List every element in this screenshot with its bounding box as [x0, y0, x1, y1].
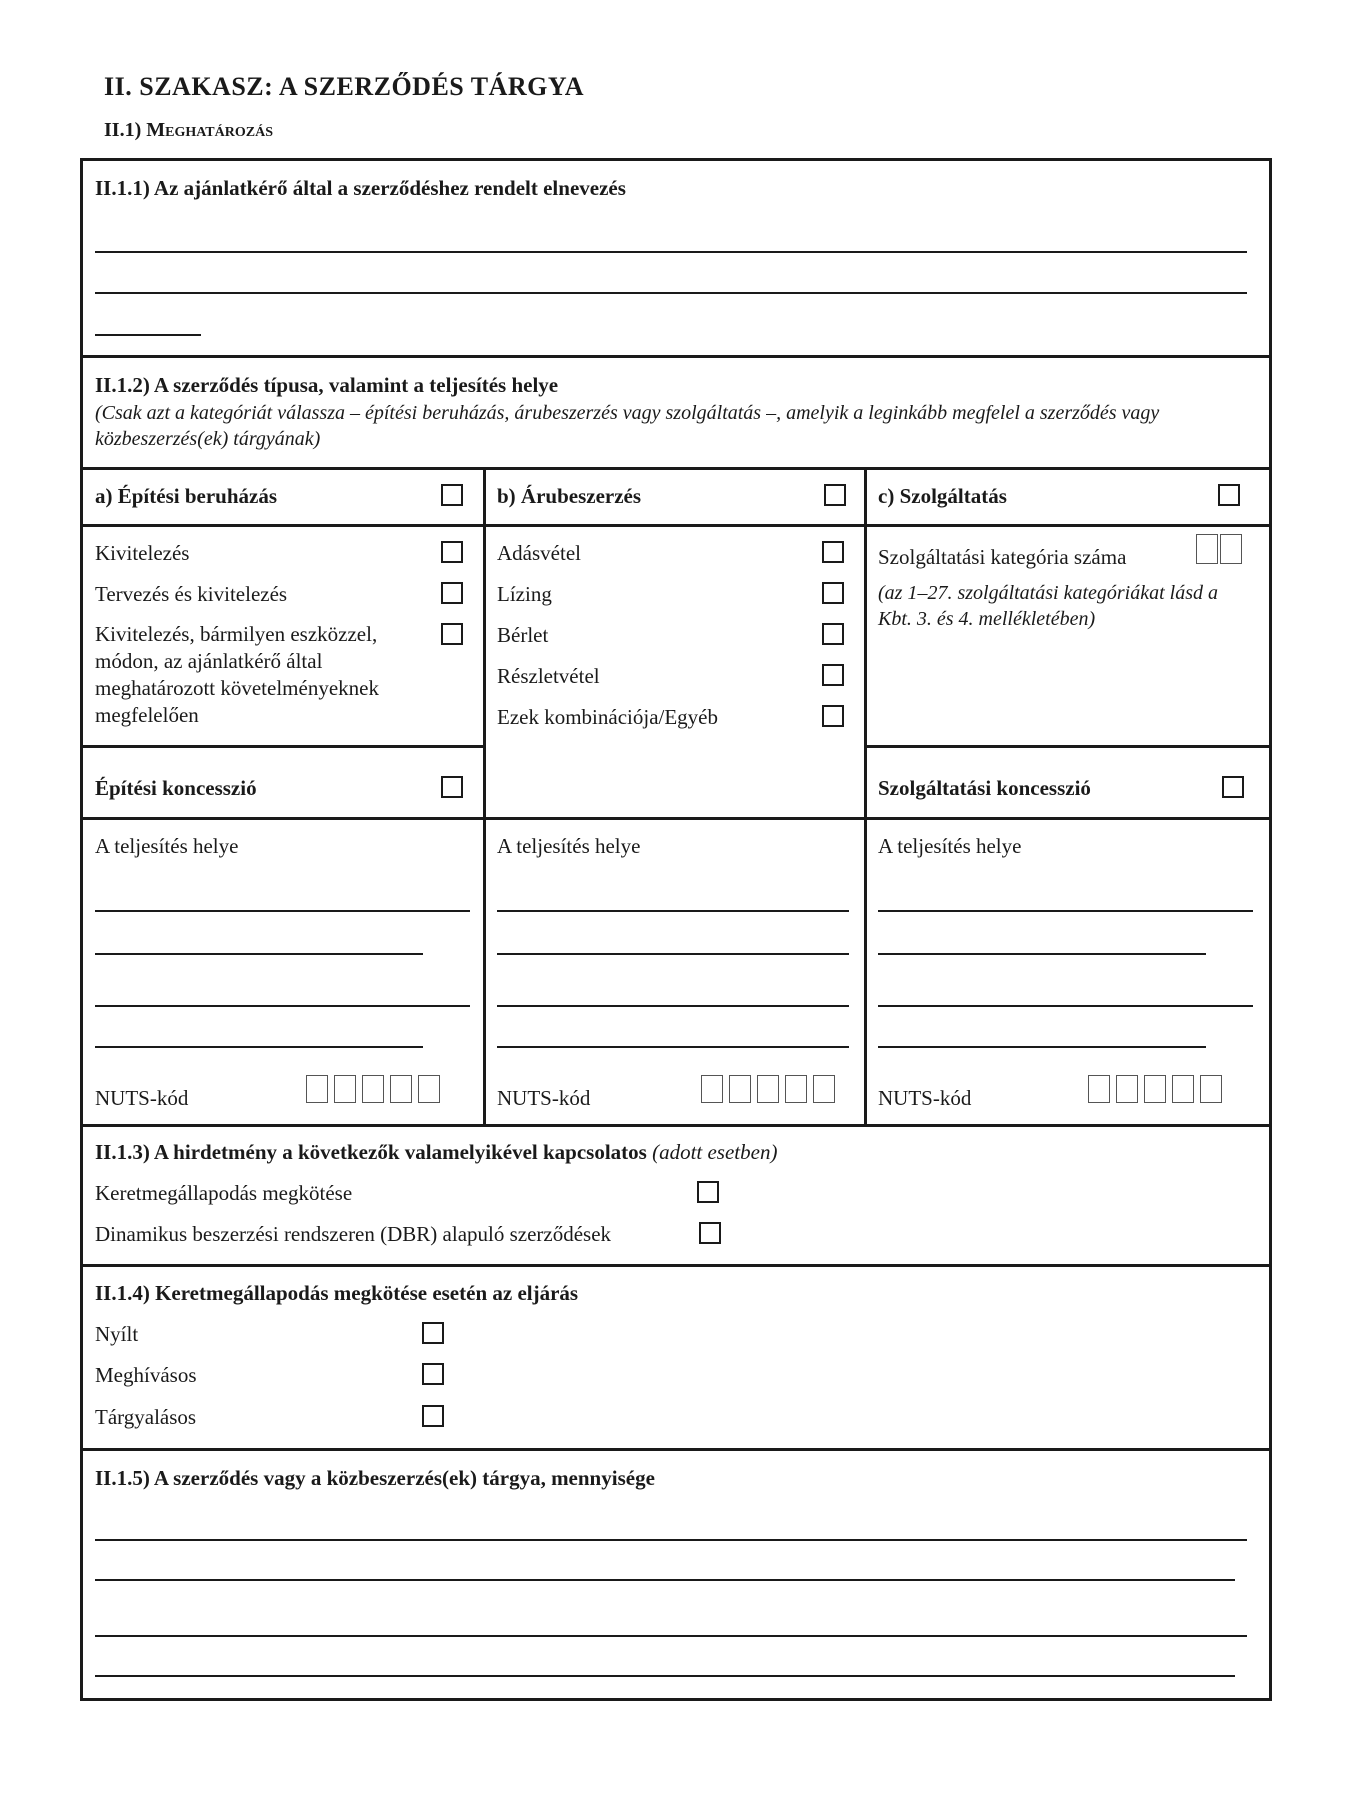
- place-label-c: A teljesítés helye: [878, 834, 1022, 858]
- nuts-cell[interactable]: [418, 1075, 440, 1103]
- col-a-item: Kivitelezés: [95, 541, 190, 565]
- separator: [80, 355, 1272, 358]
- s113-title-row: [95, 1140, 777, 1165]
- nuts-label-b: NUTS-kód: [497, 1086, 591, 1110]
- s111-title: II.1.1) Az ajánlatkérő által a szerződéshez rendelt elnevezés: [95, 176, 626, 200]
- nuts-cell[interactable]: [362, 1075, 384, 1103]
- nuts-cell[interactable]: [1172, 1075, 1194, 1103]
- col-b-header: b) Árubeszerzés: [497, 484, 642, 508]
- category-cell[interactable]: [1220, 534, 1242, 564]
- answer-line[interactable]: [497, 910, 849, 912]
- place-label-b: A teljesítés helye: [497, 834, 641, 858]
- nuts-cell[interactable]: [1088, 1075, 1110, 1103]
- col-b-item: Részletvétel: [497, 664, 600, 688]
- nuts-label-c: NUTS-kód: [878, 1086, 972, 1110]
- answer-line[interactable]: [878, 953, 1206, 955]
- col-c-category-note: (az 1–27. szolgáltatási kategóriákat lásd a Kbt. 3. és 4. mellékletében): [878, 582, 1218, 630]
- col-c-checkbox[interactable]: [1218, 484, 1240, 506]
- column-divider: [483, 467, 486, 1126]
- s112-note: (Csak azt a kategóriát válassza – építési beruházás, árubeszerzés vagy szolgáltatás –, amelyik a leginkább megfelel a szerződés vagy közbeszerzés(ek) tárgyának): [95, 402, 1160, 450]
- place-label-a: A teljesítés helye: [95, 834, 239, 858]
- column-divider: [864, 467, 867, 1126]
- answer-line[interactable]: [95, 1579, 1235, 1581]
- nuts-label-a: NUTS-kód: [95, 1086, 189, 1110]
- answer-line[interactable]: [95, 334, 201, 336]
- nuts-cell[interactable]: [729, 1075, 751, 1103]
- answer-line[interactable]: [878, 910, 1253, 912]
- nuts-cell[interactable]: [1200, 1075, 1222, 1103]
- separator: [80, 745, 484, 748]
- answer-line[interactable]: [95, 251, 1247, 253]
- s115-title: II.1.5) A szerződés vagy a közbeszerzés(ek) tárgya, mennyisége: [95, 1466, 655, 1490]
- section-title: II. SZAKASZ: A SZERZŐDÉS TÁRGYA: [104, 72, 585, 101]
- s114-item: Nyílt: [95, 1322, 139, 1346]
- s113-title-note: (adott esetben): [652, 1140, 778, 1164]
- category-cell[interactable]: [1196, 534, 1218, 564]
- col-b-item-checkbox[interactable]: [822, 623, 844, 645]
- construction-concession-checkbox[interactable]: [441, 776, 463, 798]
- separator: [80, 467, 1272, 470]
- col-b-item: Lízing: [497, 582, 552, 606]
- col-a-header: a) Építési beruházás: [95, 484, 278, 508]
- s113-item: Dinamikus beszerzési rendszeren (DBR) alapuló szerződések: [95, 1222, 612, 1246]
- s114-item-checkbox[interactable]: [422, 1405, 444, 1427]
- separator: [80, 1448, 1272, 1451]
- nuts-cell[interactable]: [1144, 1075, 1166, 1103]
- col-a-item-checkbox[interactable]: [441, 582, 463, 604]
- col-b-item-checkbox[interactable]: [822, 541, 844, 563]
- nuts-cell[interactable]: [1116, 1075, 1138, 1103]
- answer-line[interactable]: [497, 1046, 849, 1048]
- answer-line[interactable]: [95, 1675, 1235, 1677]
- answer-line[interactable]: [95, 1539, 1247, 1541]
- construction-concession-label: Építési koncesszió: [95, 776, 257, 800]
- separator: [865, 745, 1272, 748]
- col-b-item: Adásvétel: [497, 541, 581, 565]
- s114-item: Meghívásos: [95, 1363, 197, 1387]
- nuts-cell[interactable]: [757, 1075, 779, 1103]
- s112-title: II.1.2) A szerződés típusa, valamint a teljesítés helye: [95, 373, 559, 397]
- nuts-cell[interactable]: [701, 1075, 723, 1103]
- answer-line[interactable]: [95, 1005, 470, 1007]
- col-a-item-checkbox[interactable]: [441, 623, 463, 645]
- nuts-cell[interactable]: [785, 1075, 807, 1103]
- s114-item: Tárgyalásos: [95, 1405, 197, 1429]
- nuts-cell[interactable]: [813, 1075, 835, 1103]
- subsection-title: II.1) Meghatározás: [104, 119, 273, 141]
- answer-line[interactable]: [95, 1046, 423, 1048]
- s113-item-checkbox[interactable]: [699, 1222, 721, 1244]
- col-b-item-checkbox[interactable]: [822, 582, 844, 604]
- separator: [80, 1264, 1272, 1267]
- answer-line[interactable]: [497, 1005, 849, 1007]
- answer-line[interactable]: [95, 953, 423, 955]
- col-c-header: c) Szolgáltatás: [878, 484, 1007, 508]
- col-b-item: Ezek kombinációja/Egyéb: [497, 705, 719, 729]
- nuts-cell[interactable]: [390, 1075, 412, 1103]
- separator: [80, 1124, 1272, 1127]
- answer-line[interactable]: [497, 953, 849, 955]
- col-a-item: Tervezés és kivitelezés: [95, 582, 288, 606]
- separator: [80, 817, 1272, 820]
- s114-item-checkbox[interactable]: [422, 1322, 444, 1344]
- col-a-item: Kivitelezés, bármilyen eszközzel, módon, az ajánlatkérő által meghatározott követelményeknek megfelelően: [95, 622, 379, 727]
- col-b-item-checkbox[interactable]: [822, 705, 844, 727]
- s113-item-checkbox[interactable]: [697, 1181, 719, 1203]
- separator: [80, 524, 1272, 527]
- col-b-item: Bérlet: [497, 623, 549, 647]
- s113-title: II.1.3) A hirdetmény a következők valamelyikével kapcsolatos: [95, 1140, 647, 1164]
- nuts-cell[interactable]: [306, 1075, 328, 1103]
- col-b-item-checkbox[interactable]: [822, 664, 844, 686]
- col-a-checkbox[interactable]: [441, 484, 463, 506]
- answer-line[interactable]: [878, 1046, 1206, 1048]
- col-a-item-checkbox[interactable]: [441, 541, 463, 563]
- col-b-checkbox[interactable]: [824, 484, 846, 506]
- answer-line[interactable]: [95, 910, 470, 912]
- answer-line[interactable]: [95, 1635, 1247, 1637]
- answer-line[interactable]: [878, 1005, 1253, 1007]
- service-concession-checkbox[interactable]: [1222, 776, 1244, 798]
- answer-line[interactable]: [95, 292, 1247, 294]
- s114-item-checkbox[interactable]: [422, 1363, 444, 1385]
- col-c-category-label: Szolgáltatási kategória száma: [878, 545, 1127, 569]
- s114-title: II.1.4) Keretmegállapodás megkötése esetén az eljárás: [95, 1281, 579, 1305]
- nuts-cell[interactable]: [334, 1075, 356, 1103]
- service-concession-label: Szolgáltatási koncesszió: [878, 776, 1091, 800]
- s113-item: Keretmegállapodás megkötése: [95, 1181, 353, 1205]
